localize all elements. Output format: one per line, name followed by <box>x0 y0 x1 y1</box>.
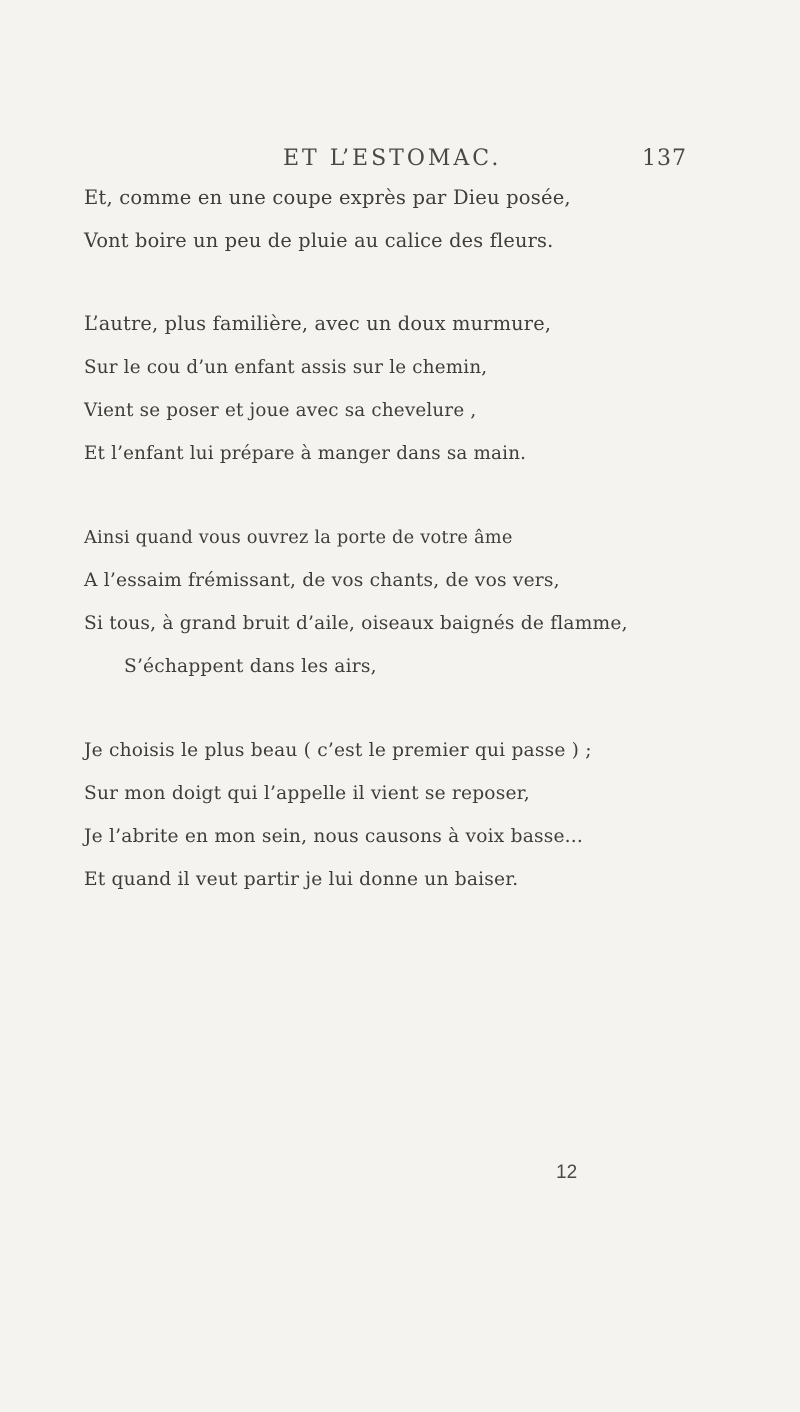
page-number: 137 <box>642 146 687 171</box>
running-head <box>0 146 800 172</box>
poem-line: Et l’enfant lui prépare à manger dans sa main. <box>84 443 527 464</box>
poem-line: Je choisis le plus beau ( c’est le premier qui passe ) ; <box>84 740 592 761</box>
poem-line: A l’essaim frémissant, de vos chants, de vos vers, <box>84 570 560 591</box>
poem-line: Et, comme en une coupe exprès par Dieu posée, <box>84 186 571 209</box>
signature-mark: 12 <box>556 1162 578 1183</box>
poem-line: Et quand il veut partir je lui donne un baiser. <box>84 869 519 890</box>
poem-line: Si tous, à grand bruit d’aile, oiseaux baignés de flamme, <box>84 613 628 634</box>
poem-line: Ainsi quand vous ouvrez la porte de votre âme <box>84 527 513 548</box>
poem-line: Vont boire un peu de pluie au calice des fleurs. <box>84 229 554 252</box>
poem-line: Je l’abrite en mon sein, nous causons à voix basse... <box>84 826 584 847</box>
poem-line: Sur le cou d’un enfant assis sur le chemin, <box>84 357 488 378</box>
poem-line: Sur mon doigt qui l’appelle il vient se reposer, <box>84 783 530 804</box>
running-title: ET L’ESTOMAC. <box>283 146 502 171</box>
poem-line: Vient se poser et joue avec sa chevelure , <box>84 400 477 421</box>
poem-line: S’échappent dans les airs, <box>124 656 377 677</box>
poem-line: L’autre, plus familière, avec un doux murmure, <box>84 312 552 335</box>
